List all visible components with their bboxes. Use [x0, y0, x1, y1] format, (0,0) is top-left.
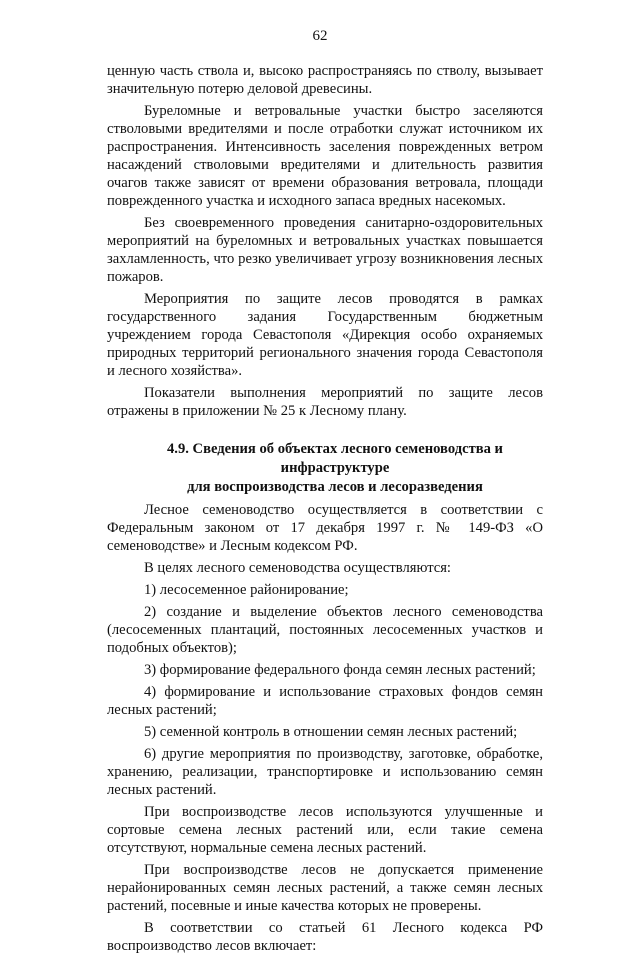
paragraph: Лесное семеноводство осуществляется в соответствии с Федеральным законом от 17 декабря 1997 г. № 149-ФЗ «О семеноводстве» и Лесным кодексом РФ.: [107, 502, 543, 554]
paragraph: В целях лесного семеноводства осуществляются:: [144, 560, 451, 576]
section-heading: [107, 440, 543, 497]
list-item: 2) создание и выделение объектов лесного семеноводства (лесосеменных плантаций, постоянных лесосеменных участков и подобных объектов);: [107, 604, 543, 656]
section-heading-line: для воспроизводства лесов и лесоразведения: [187, 479, 483, 495]
list-item: 5) семенной контроль в отношении семян лесных растений;: [144, 724, 518, 740]
list-item: 3) формирование федерального фонда семян лесных растений;: [144, 662, 536, 678]
paragraph: Показатели выполнения мероприятий по защите лесов отражены в приложении № 25 к Лесному плану.: [107, 385, 543, 419]
paragraph: При воспроизводстве лесов не допускается применение нерайонированных семян лесных растений, а также семян лесных растений, посевные и иные качества которых не проверены.: [107, 862, 543, 914]
list-item: 1) лесосеменное районирование;: [144, 582, 349, 598]
paragraph: Мероприятия по защите лесов проводятся в рамках государственного задания Государственным бюджетным учреждением города Севастополя «Дирекция особо охраняемых природных территорий регионального значения города Севастополя и лесного хозяйства».: [107, 291, 543, 379]
section-heading-line: 4.9. Сведения об объектах лесного семеноводства и инфраструктуре: [167, 441, 503, 476]
page-number: 62: [312, 28, 328, 44]
page-body: [107, 62, 543, 955]
list-item: 6) другие мероприятия по производству, заготовке, обработке, хранению, реализации, транспортировке и использованию семян лесных растений.: [107, 746, 543, 798]
paragraph: Буреломные и ветровальные участки быстро заселяются стволовыми вредителями и после отработки служат источником их распространения. Интенсивность заселения поврежденных ветром насаждений стволовыми вредителями и длительность развития очагов также зависят от времени образования ветровала, площади поврежденного участка и исходного запаса вредных насекомых.: [107, 103, 543, 209]
paragraph: Без своевременного проведения санитарно-оздоровительных мероприятий на буреломных и ветровальных участках повышается захламленность, что резко увеличивает угрозу возникновения лесных пожаров.: [107, 215, 543, 285]
paragraph: В соответствии со статьей 61 Лесного кодекса РФ воспроизводство лесов включает:: [107, 920, 543, 954]
paragraph: При воспроизводстве лесов используются улучшенные и сортовые семена лесных растений или, если такие семена отсутствуют, нормальные семена лесных растений.: [107, 804, 543, 856]
paragraph: ценную часть ствола и, высоко распространяясь по стволу, вызывает значительную потерю деловой древесины.: [107, 63, 543, 97]
list-item: 4) формирование и использование страховых фондов семян лесных растений;: [107, 684, 543, 718]
